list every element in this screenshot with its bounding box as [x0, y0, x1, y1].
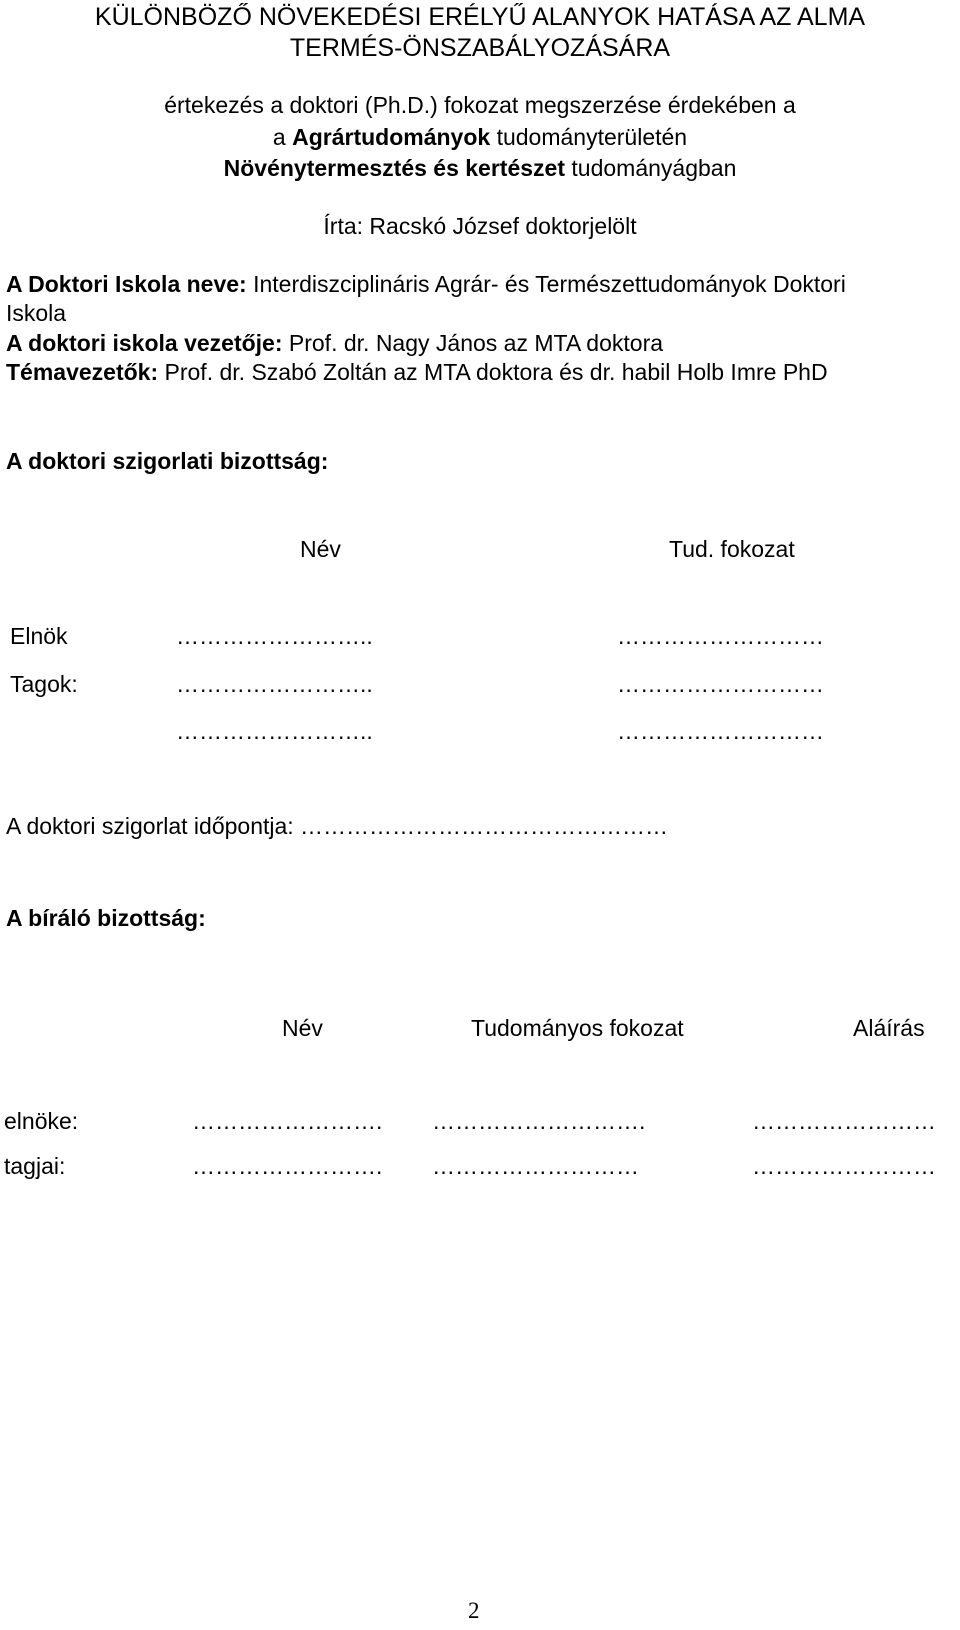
review-member-degree-blank: ……………………… — [432, 1153, 639, 1179]
review-chair-signature-blank: …………………… — [752, 1108, 936, 1134]
review-committee-heading: A bíráló bizottság: — [6, 905, 206, 931]
review-chair-degree-blank: ………………………. — [432, 1108, 646, 1134]
subtitle-line-3: Növénytermesztés és kertészet tudományágban — [223, 155, 737, 181]
review-col-signature: Aláírás — [853, 1015, 925, 1041]
school-name-continued: Iskola — [6, 300, 67, 326]
review-col-degree: Tudományos fokozat — [471, 1015, 684, 1041]
exam-member2-degree-blank: ……………………… — [617, 718, 824, 744]
review-col-name: Név — [282, 1015, 323, 1041]
author-line: Írta: Racskó József doktorjelölt — [323, 213, 637, 239]
exam-chair-label: Elnök — [10, 623, 68, 649]
school-head-line: A doktori iskola vezetője: Prof. dr. Nagy János az MTA doktora — [6, 330, 664, 356]
exam-col-degree: Tud. fokozat — [669, 536, 795, 562]
exam-chair-degree-blank: ……………………… — [617, 623, 824, 649]
review-member-signature-blank: …………………… — [752, 1153, 936, 1179]
review-member-name-blank: ……………………. — [192, 1153, 383, 1179]
school-name-line: A Doktori Iskola neve: Interdiszciplináris Agrár- és Természettudományok Doktori — [6, 271, 846, 297]
exam-chair-name-blank: …………………….. — [176, 623, 373, 649]
exam-member1-degree-blank: ……………………… — [617, 671, 824, 697]
subtitle-line-1: értekezés a doktori (Ph.D.) fokozat megszerzése érdekében a — [164, 92, 796, 118]
document-title-line-2: TERMÉS-ÖNSZABÁLYOZÁSÁRA — [289, 34, 671, 62]
exam-committee-heading: A doktori szigorlati bizottság: — [6, 448, 329, 474]
review-chair-name-blank: ……………………. — [192, 1108, 383, 1134]
exam-date-line: A doktori szigorlat időpontja: ………………………………………… — [6, 813, 669, 839]
exam-member1-name-blank: …………………….. — [176, 671, 373, 697]
supervisors-line: Témavezetők: Prof. dr. Szabó Zoltán az MTA doktora és dr. habil Holb Imre PhD — [6, 359, 828, 385]
exam-members-label: Tagok: — [10, 671, 78, 697]
review-chair-label: elnöke: — [4, 1108, 79, 1134]
review-members-label: tagjai: — [4, 1153, 66, 1179]
page-number: 2 — [468, 1598, 480, 1623]
exam-col-name: Név — [300, 536, 341, 562]
exam-member2-name-blank: …………………….. — [176, 718, 373, 744]
subtitle-line-2: a Agrártudományok tudományterületén — [272, 124, 688, 150]
document-title-line-1: KÜLÖNBÖZŐ NÖVEKEDÉSI ERÉLYŰ ALANYOK HATÁSA AZ ALMA — [94, 3, 866, 31]
